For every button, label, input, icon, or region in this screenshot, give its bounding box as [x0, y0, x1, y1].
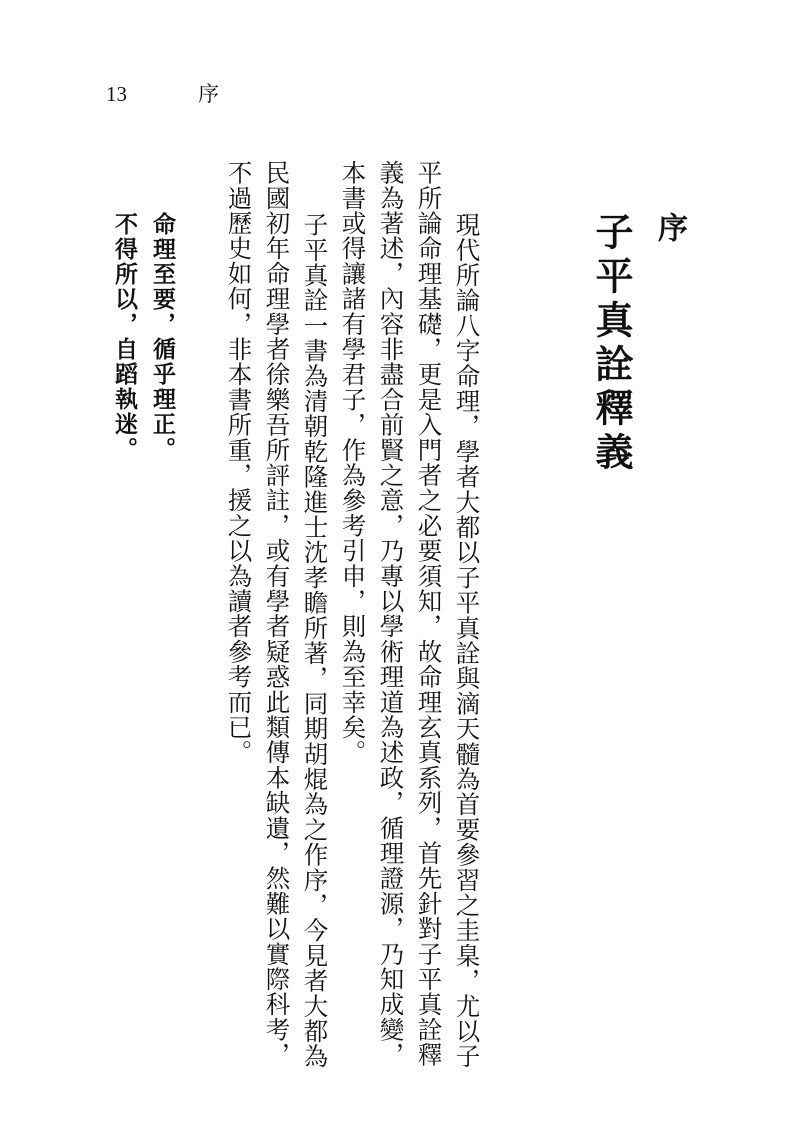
section-label: 序 [652, 212, 687, 242]
body-column: 本書或得讓諸有學君子，作為參考引申，則為至幸矣。 [338, 160, 368, 765]
body-column: 現代所論八字命理，學者大都以子平真詮與滴天髓為首要參習之圭臬，尤以子 [452, 212, 482, 1069]
running-header-title: 序 [198, 82, 219, 106]
body-column: 子平真詮一書為清朝乾隆進士沈孝瞻所著，同期胡焜為之作序，今見者大都為 [300, 212, 330, 1069]
book-title: 子平真詮釋義 [589, 212, 634, 476]
body-column: 不過歷史如何，非本書所重，援之以為讀者參考而已。 [224, 160, 254, 765]
body-column: 民國初年命理學者徐樂吾所評註，或有學者疑惑此類傳本缺遺，然難以實際科考， [262, 160, 292, 1068]
body-column: 義為著述，內容非盡合前賢之意，乃專以學術理道為述政，循理證源，乃知成變， [376, 160, 406, 1068]
motto-line: 不得所以，自蹈執迷。 [111, 212, 137, 462]
page-number: 13 [106, 82, 127, 106]
body-column: 平所論命理基礎，更是入門者之必要須知，故命理玄真系列，首先針對子平真詮釋 [414, 160, 444, 1068]
motto-line: 命理至要，循乎理正。 [149, 212, 175, 462]
